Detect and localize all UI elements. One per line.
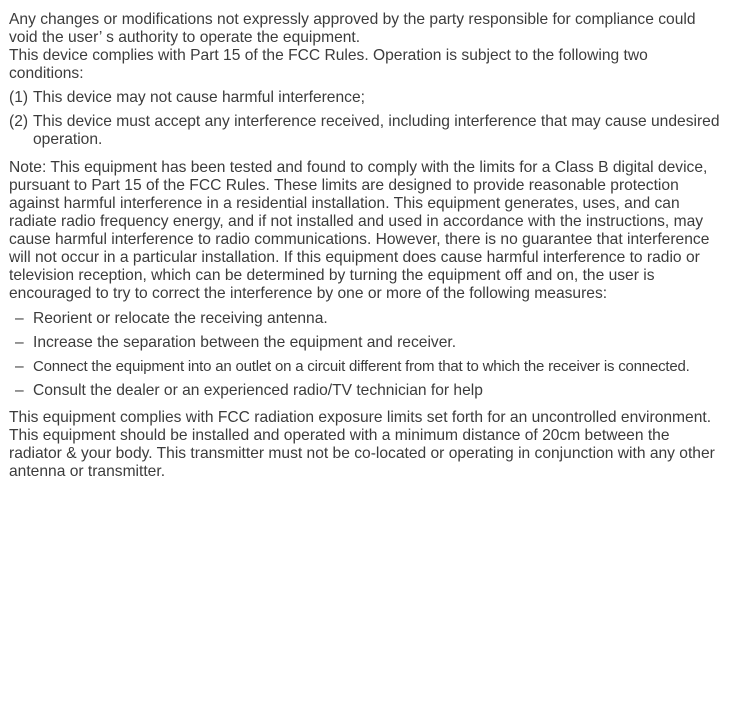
measure-item	[9, 310, 737, 334]
intro-line-2: void the user’ s authority to operate the equipment.	[9, 29, 361, 46]
measure-text: Connect the equipment into an outlet on a circuit different from that to which the receiver is connected.	[33, 358, 690, 375]
measure-text: Consult the dealer or an experienced radio/TV technician for help	[33, 382, 483, 399]
dash-bullet-icon: –	[15, 358, 24, 375]
condition-text: This device may not cause harmful interference;	[33, 89, 365, 106]
condition-number: (1)	[9, 89, 29, 106]
measure-item	[9, 358, 737, 382]
intro-paragraph	[9, 11, 721, 83]
dash-bullet-icon: –	[15, 310, 24, 327]
condition-item	[9, 113, 721, 149]
dash-bullet-icon: –	[15, 334, 24, 351]
condition-text: This device must accept any interference received, including interference that may cause undesired operation.	[33, 113, 720, 148]
exposure-paragraph: This equipment complies with FCC radiation exposure limits set forth for an uncontrolled environment. This equipment should be installed and operated with a minimum distance of 20cm between the radiator & your body. This transmitter must not be co-located or operating in conjunction with any other antenna or transmitter.	[9, 409, 715, 480]
intro-line-1: Any changes or modifications not expressly approved by the party responsible for compliance could	[9, 11, 696, 28]
measure-text: Reorient or relocate the receiving antenna.	[33, 310, 328, 327]
intro-line-3: This device complies with Part 15 of the FCC Rules. Operation is subject to the following two conditions:	[9, 47, 648, 82]
condition-number: (2)	[9, 113, 29, 130]
measure-item	[9, 382, 737, 406]
condition-item	[9, 89, 721, 107]
conditions-list	[9, 89, 737, 149]
measures-list	[9, 310, 737, 406]
note-paragraph: Note: This equipment has been tested and found to comply with the limits for a Class B digital device, pursuant to Part 15 of the FCC Rules. These limits are designed to provide reasonable protection against harmful interference in a residential installation. This equipment generates, uses, and can radiate radio frequency energy, and if not installed and used in accordance with the instructions, may cause harmful interference to radio communications. However, there is no guarantee that interference will not occur in a particular installation. If this equipment does cause harmful interference to radio or television reception, which can be determined by turning the equipment off and on, the user is encouraged to try to correct the interference by one or more of the following measures:	[9, 159, 710, 302]
measure-item	[9, 334, 737, 358]
measure-text: Increase the separation between the equipment and receiver.	[33, 334, 457, 351]
dash-bullet-icon: –	[15, 382, 24, 399]
